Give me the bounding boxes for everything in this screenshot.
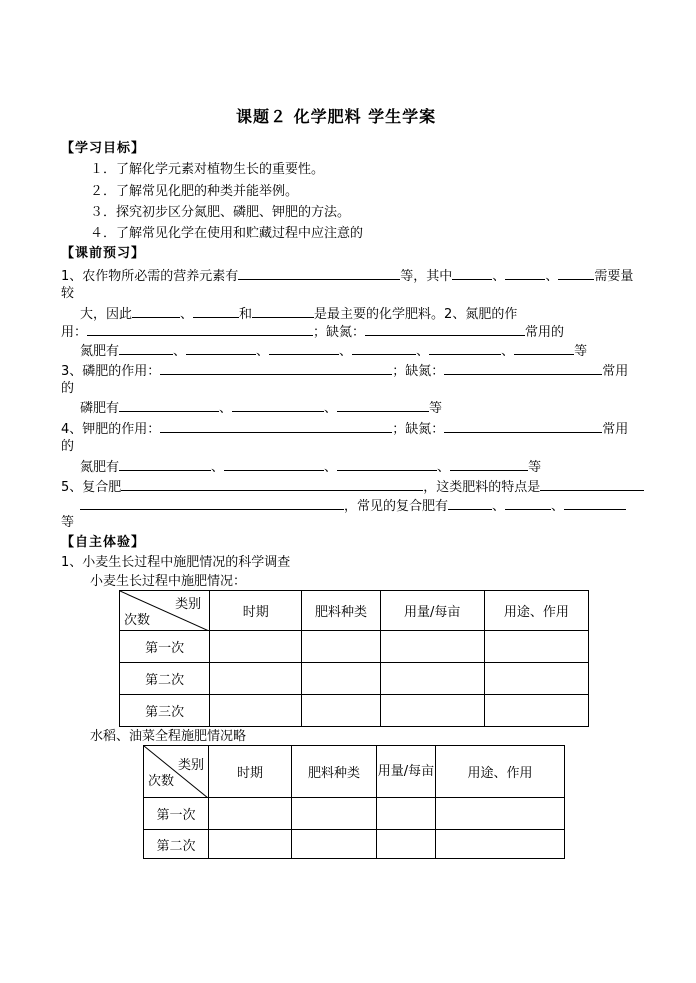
row-label: 第一次 bbox=[144, 798, 209, 830]
answer-cell[interactable] bbox=[380, 663, 484, 695]
column-header: 用量/每亩 bbox=[377, 746, 436, 798]
column-header: 用途、作用 bbox=[484, 591, 588, 631]
table-row bbox=[120, 631, 589, 663]
answer-blank[interactable] bbox=[444, 419, 602, 433]
answer-blank[interactable] bbox=[121, 477, 423, 491]
answer-blank[interactable] bbox=[224, 457, 324, 471]
q4-line1: 4、钾肥的作用： ；缺氮： 常用 bbox=[61, 419, 628, 439]
answer-cell[interactable] bbox=[484, 663, 588, 695]
answer-cell[interactable] bbox=[484, 695, 588, 727]
answer-blank[interactable] bbox=[505, 496, 551, 510]
table2-caption: 水稻、油菜全程施肥情况略 bbox=[90, 729, 247, 744]
row-label: 第一次 bbox=[120, 631, 210, 663]
goal-item: １．了解化学元素对植物生长的重要性。 bbox=[90, 162, 325, 177]
preview-heading: 【课前预习】 bbox=[61, 246, 146, 261]
answer-cell[interactable] bbox=[210, 663, 302, 695]
answer-cell[interactable] bbox=[436, 830, 565, 859]
row-label: 第二次 bbox=[144, 830, 209, 859]
answer-blank[interactable] bbox=[252, 304, 314, 318]
column-header: 时期 bbox=[209, 746, 292, 798]
answer-cell[interactable] bbox=[209, 830, 292, 859]
q3-line2: 磷肥有 、 、 等 bbox=[80, 398, 442, 418]
answer-cell[interactable] bbox=[484, 631, 588, 663]
page-title: 课题２ 化学肥料 学生学案 bbox=[236, 107, 437, 126]
answer-cell[interactable] bbox=[210, 631, 302, 663]
answer-blank[interactable] bbox=[119, 341, 173, 355]
answer-blank[interactable] bbox=[119, 457, 211, 471]
q3-wrap: 的 bbox=[61, 381, 75, 396]
answer-blank[interactable] bbox=[337, 457, 437, 471]
answer-blank[interactable] bbox=[186, 341, 256, 355]
answer-blank[interactable] bbox=[444, 361, 602, 375]
answer-blank[interactable] bbox=[132, 304, 180, 318]
goals-heading: 【学习目标】 bbox=[61, 141, 146, 156]
column-header: 肥料种类 bbox=[302, 591, 380, 631]
experience-heading: 【自主体验】 bbox=[61, 535, 146, 550]
q1-line1: 1、农作物所必需的营养元素有 等，其中 、 、 需要量 bbox=[61, 266, 633, 286]
column-header: 用量/每亩 bbox=[380, 591, 484, 631]
corner-bottom-label: 次数 bbox=[148, 774, 175, 789]
q1-wrap: 较 bbox=[61, 286, 75, 301]
q3-line1: 3、磷肥的作用： ；缺氮： 常用 bbox=[61, 361, 628, 381]
goal-item: ２．了解常见化肥的种类并能举例。 bbox=[90, 184, 299, 199]
table-row bbox=[120, 695, 589, 727]
answer-cell[interactable] bbox=[380, 695, 484, 727]
corner-bottom-label: 次数 bbox=[124, 613, 151, 628]
answer-blank[interactable] bbox=[564, 496, 626, 510]
answer-cell[interactable] bbox=[380, 631, 484, 663]
answer-blank[interactable] bbox=[160, 361, 392, 375]
answer-blank[interactable] bbox=[232, 398, 324, 412]
answer-cell[interactable] bbox=[436, 798, 565, 830]
row-label: 第二次 bbox=[120, 663, 210, 695]
table-corner-cell bbox=[120, 591, 210, 631]
answer-blank[interactable] bbox=[80, 496, 344, 510]
q1-line3: 用： ；缺氮： 常用的 bbox=[61, 322, 564, 342]
answer-blank[interactable] bbox=[352, 341, 416, 355]
q5-line2: ，常见的复合肥有 、 、 bbox=[80, 496, 626, 516]
answer-blank[interactable] bbox=[452, 266, 492, 280]
table-row bbox=[120, 663, 589, 695]
rice-rapeseed-fertilizer-table bbox=[143, 745, 565, 859]
answer-blank[interactable] bbox=[160, 419, 392, 433]
column-header: 用途、作用 bbox=[436, 746, 565, 798]
table1-caption: 小麦生长过程中施肥情况： bbox=[90, 574, 247, 589]
answer-cell[interactable] bbox=[210, 695, 302, 727]
answer-cell[interactable] bbox=[302, 631, 380, 663]
answer-cell[interactable] bbox=[302, 695, 380, 727]
answer-cell[interactable] bbox=[377, 798, 436, 830]
answer-blank[interactable] bbox=[448, 496, 492, 510]
answer-blank[interactable] bbox=[365, 322, 525, 336]
corner-top-label: 类别 bbox=[177, 758, 204, 773]
q4-line2: 氮肥有 、 、 、 等 bbox=[80, 457, 541, 477]
answer-cell[interactable] bbox=[292, 830, 377, 859]
q4-wrap: 的 bbox=[61, 439, 75, 454]
q5-line1: 5、复合肥 ，这类肥料的特点是 bbox=[61, 477, 644, 497]
answer-blank[interactable] bbox=[450, 457, 528, 471]
answer-blank[interactable] bbox=[87, 322, 313, 336]
answer-blank[interactable] bbox=[269, 341, 339, 355]
table-row bbox=[144, 798, 565, 830]
goal-item: ４．了解常见化学在使用和贮藏过程中应注意的 bbox=[90, 226, 364, 241]
table-row bbox=[144, 830, 565, 859]
answer-blank[interactable] bbox=[193, 304, 239, 318]
wheat-fertilizer-table bbox=[119, 590, 589, 727]
answer-cell[interactable] bbox=[292, 798, 377, 830]
corner-top-label: 类别 bbox=[175, 597, 202, 612]
answer-blank[interactable] bbox=[119, 398, 219, 412]
answer-blank[interactable] bbox=[540, 477, 644, 491]
table-corner-cell bbox=[144, 746, 209, 798]
q5-end: 等 bbox=[61, 515, 75, 530]
answer-blank[interactable] bbox=[429, 341, 501, 355]
answer-cell[interactable] bbox=[377, 830, 436, 859]
row-label: 第三次 bbox=[120, 695, 210, 727]
q1-line4: 氮肥有 、 、 、 、 、 等 bbox=[80, 341, 587, 361]
answer-cell[interactable] bbox=[302, 663, 380, 695]
answer-blank[interactable] bbox=[558, 266, 594, 280]
column-header: 肥料种类 bbox=[292, 746, 377, 798]
q1-line2: 大，因此 、 和 是最主要的化学肥料。2、氮肥的作 bbox=[80, 304, 517, 324]
answer-blank[interactable] bbox=[505, 266, 545, 280]
column-header: 时期 bbox=[210, 591, 302, 631]
experience-item: 1、小麦生长过程中施肥情况的科学调查 bbox=[61, 555, 291, 570]
answer-blank[interactable] bbox=[337, 398, 429, 412]
answer-blank[interactable] bbox=[514, 341, 574, 355]
answer-blank[interactable] bbox=[238, 266, 400, 280]
answer-cell[interactable] bbox=[209, 798, 292, 830]
goal-item: ３．探究初步区分氮肥、磷肥、钾肥的方法。 bbox=[90, 205, 351, 220]
